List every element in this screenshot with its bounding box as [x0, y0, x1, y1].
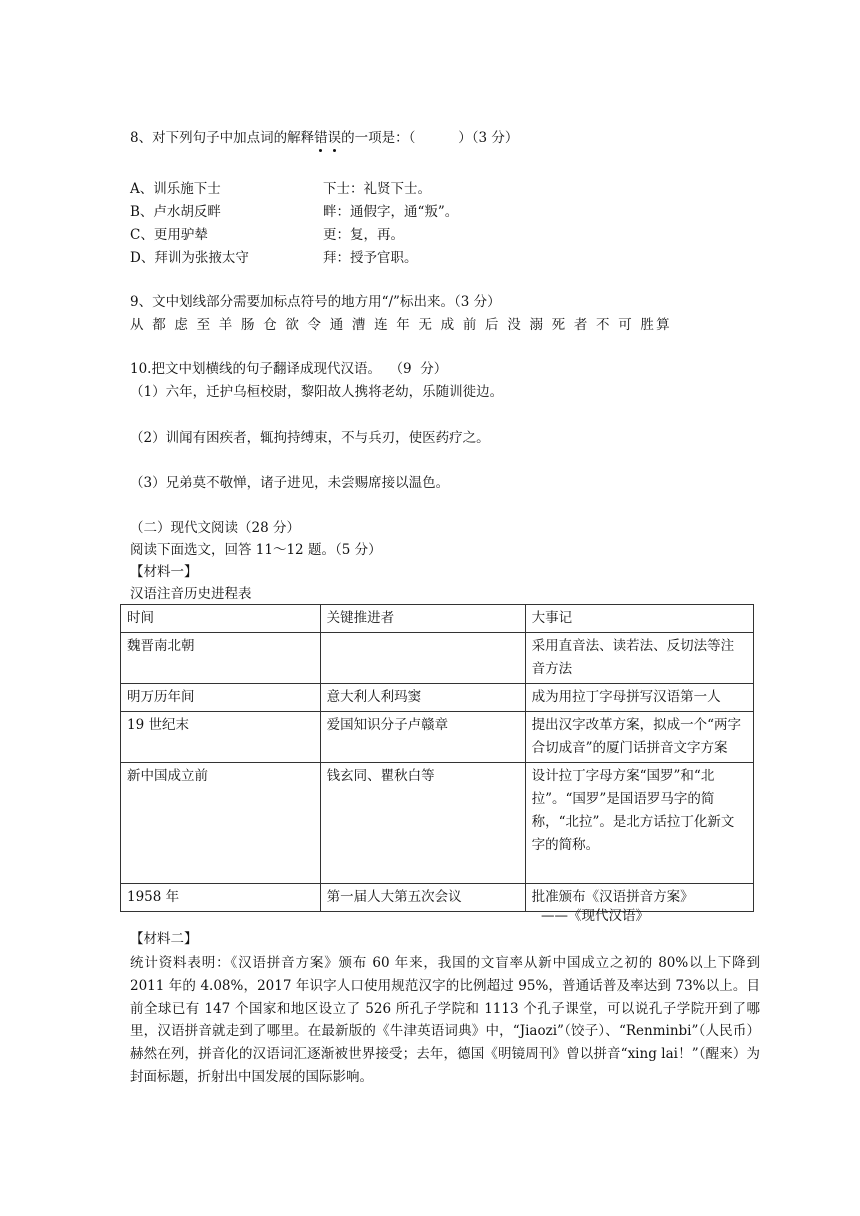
- q8-dotted-char-1: 错: [314, 130, 328, 146]
- table-caption: 汉语注音历史进程表: [130, 586, 252, 602]
- material1-label: 【材料一】: [130, 564, 198, 580]
- material2-label: 【材料二】: [130, 931, 198, 947]
- table-row: [121, 684, 754, 712]
- table-cell: 成为用拉丁字母拼写汉语第一人: [525, 684, 753, 712]
- q10-item-3: （3）兄弟莫不敬惮，诸子进见，未尝赐席接以温色。: [130, 475, 450, 491]
- table-cell: [320, 633, 525, 684]
- table-cell: 设计拉丁字母方案“国罗”和“北拉”。“国罗”是国语罗马字的简称，“北拉”。是北方话拉丁化新文字的简称。: [525, 763, 753, 884]
- table-header-cell: 时间: [121, 605, 321, 633]
- q8-suffix: 的一项是：（ ）（3 分）: [341, 130, 519, 146]
- q8-option-b-explanation: 畔：通假字，通“叛”。: [323, 204, 459, 220]
- q8-prefix: 8、对下列句子中加点词的解释: [130, 130, 315, 146]
- q8-option-a-explanation: 下士：礼贤下士。: [323, 181, 431, 197]
- table-cell: 19 世纪末: [121, 712, 321, 763]
- q8-option-a: A、训乐施下士: [130, 181, 221, 197]
- q8-option-d-explanation: 拜：授予官职。: [323, 250, 418, 266]
- table-cell: 新中国成立前: [121, 763, 321, 884]
- q10-item-1: （1）六年，迁护乌桓校尉，黎阳故人携将老幼，乐随训徙边。: [130, 384, 504, 400]
- table-row: [121, 712, 754, 763]
- q9-question: 9、文中划线部分需要加标点符号的地方用“/”标出来。（3 分）: [130, 294, 501, 310]
- q9-passage: 从 都 虑 至 羊 肠 仓 欲 令 通 漕 连 年 无 成 前 后 没 溺 死 者 不 可 胜算: [130, 317, 672, 333]
- q8-option-c: C、更用驴辇: [130, 227, 208, 243]
- q8-option-b: B、卢水胡反畔: [130, 204, 221, 220]
- table-cell: 爱国知识分子卢赣章: [320, 712, 525, 763]
- q10-item-2: （2）训闻有困疾者，辄拘持缚束，不与兵刃，使医药疗之。: [130, 430, 490, 446]
- table-cell: 意大利人利玛窦: [320, 684, 525, 712]
- table-cell: 钱玄同、瞿秋白等: [320, 763, 525, 884]
- table-header-row: [121, 605, 754, 633]
- section2-instruction: 阅读下面选文，回答 11～12 题。（5 分）: [130, 542, 382, 558]
- table-cell: 魏晋南北朝: [121, 633, 321, 684]
- table-row: [121, 633, 754, 684]
- table-cell: 第一届人大第五次会议: [320, 884, 525, 912]
- q8-option-d: D、拜训为张掖太守: [130, 250, 249, 266]
- table-cell: 采用直音法、读若法、反切法等注音方法: [525, 633, 753, 684]
- q8-option-c-explanation: 更：复，再。: [323, 227, 404, 243]
- history-table: [120, 604, 754, 912]
- table-header-cell: 大事记: [525, 605, 753, 633]
- table-row: [121, 763, 754, 884]
- table-cell: 批准颁布《汉语拼音方案》: [525, 884, 753, 912]
- table-header-cell: 关键推进者: [320, 605, 525, 633]
- table-row: [121, 884, 754, 912]
- section2-heading: （二）现代文阅读（28 分）: [130, 520, 300, 536]
- q8-question: [130, 128, 518, 148]
- material2-text: 统计资料表明：《汉语拼音方案》颁布 60 年来，我国的文盲率从新中国成立之初的 80%以上下降到 2011 年的 4.08%，2017 年识字人口使用规范汉字的比例超过 95%，普通话普及率达到 73%以上。目前全球已有 147 个国家和地区设立了 526 所孔子学院和 1113 个孔子课堂，可以说孔子学院开到了哪里，汉语拼音就走到了哪里。在最新版的《牛津英语词典》中，“Jiaozi”（饺子）、“Renminbi”（人民币）赫然在列，拼音化的汉语词汇逐渐被世界接受；去年，德国《明镜周刊》曾以拼音“xing lai！”（醒来）为封面标题，折射出中国发展的国际影响。: [130, 955, 760, 1085]
- table-source: ——《现代汉语》: [541, 908, 649, 924]
- table-cell: 提出汉字改革方案，拟成一个“两字合切成音”的厦门话拼音文字方案: [525, 712, 753, 763]
- table-cell: 1958 年: [121, 884, 321, 912]
- q8-dotted-char-2: 误: [327, 130, 342, 146]
- q10-question: 10.把文中划横线的句子翻译成现代汉语。 （9 分）: [130, 361, 448, 377]
- table-cell: 明万历年间: [121, 684, 321, 712]
